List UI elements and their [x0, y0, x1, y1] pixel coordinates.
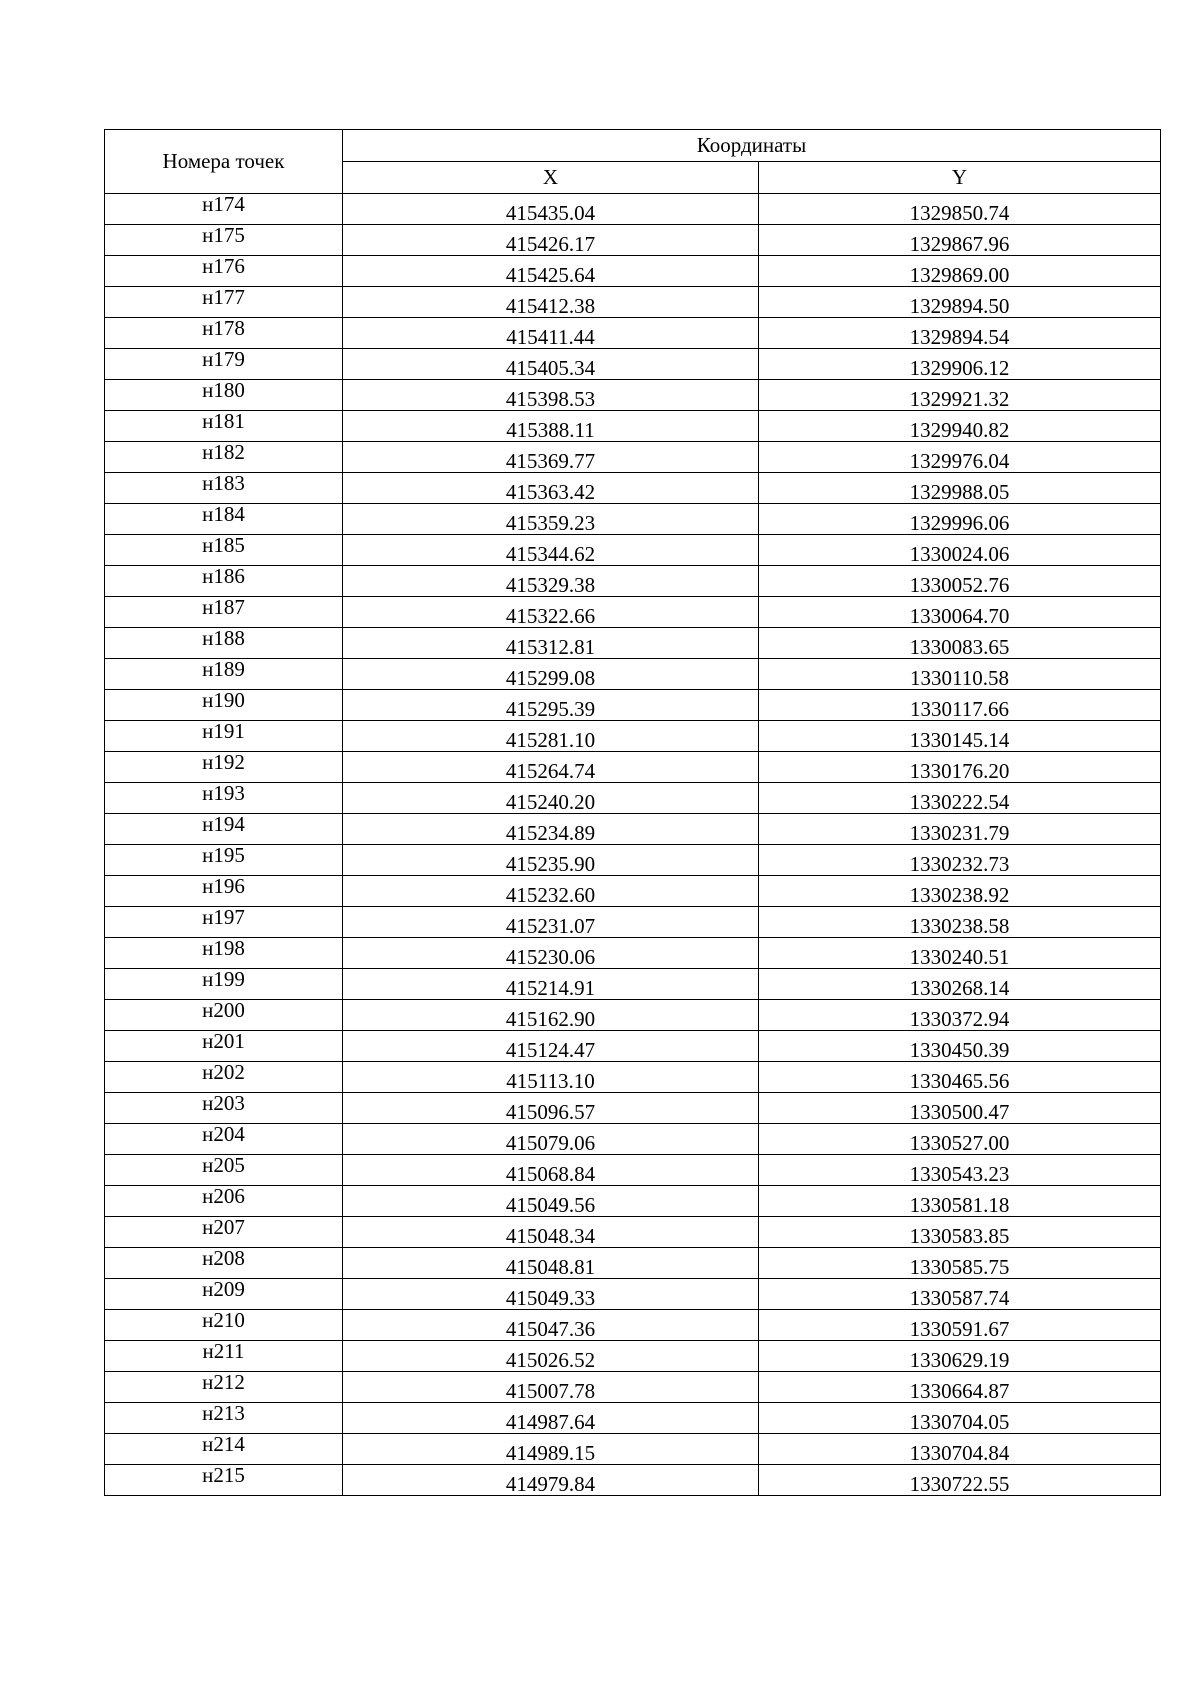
- y-coordinate-cell: 1330238.92: [759, 876, 1161, 907]
- table-row: [105, 814, 1161, 845]
- table-row: [105, 287, 1161, 318]
- point-cell: н191: [105, 721, 343, 752]
- x-coordinate-cell: 415363.42: [343, 473, 759, 504]
- table-row: [105, 256, 1161, 287]
- y-coordinate-cell: 1330268.14: [759, 969, 1161, 1000]
- x-coordinate-cell: 415124.47: [343, 1031, 759, 1062]
- table-row: [105, 690, 1161, 721]
- table-row: [105, 442, 1161, 473]
- x-coordinate-cell: 415234.89: [343, 814, 759, 845]
- point-cell: н178: [105, 318, 343, 349]
- table-row: [105, 659, 1161, 690]
- point-cell: н199: [105, 969, 343, 1000]
- table-row: [105, 535, 1161, 566]
- point-cell: н187: [105, 597, 343, 628]
- point-cell: н205: [105, 1155, 343, 1186]
- coordinates-table: [104, 129, 1161, 1496]
- y-coordinate-cell: 1330543.23: [759, 1155, 1161, 1186]
- point-cell: н213: [105, 1403, 343, 1434]
- point-cell: н183: [105, 473, 343, 504]
- y-coordinate-cell: 1330052.76: [759, 566, 1161, 597]
- table-row: [105, 1279, 1161, 1310]
- x-coordinate-cell: 415049.33: [343, 1279, 759, 1310]
- point-cell: н206: [105, 1186, 343, 1217]
- x-coordinate-cell: 415398.53: [343, 380, 759, 411]
- y-coordinate-cell: 1329894.50: [759, 287, 1161, 318]
- point-cell: н193: [105, 783, 343, 814]
- y-coordinate-cell: 1329867.96: [759, 225, 1161, 256]
- table-row: [105, 1248, 1161, 1279]
- x-column-header: X: [343, 162, 759, 194]
- table-row: [105, 1372, 1161, 1403]
- table-row: [105, 1434, 1161, 1465]
- point-cell: н179: [105, 349, 343, 380]
- point-cell: н214: [105, 1434, 343, 1465]
- y-coordinate-cell: 1329996.06: [759, 504, 1161, 535]
- y-coordinate-cell: 1330064.70: [759, 597, 1161, 628]
- table-row: [105, 597, 1161, 628]
- y-coordinate-cell: 1329988.05: [759, 473, 1161, 504]
- point-cell: н184: [105, 504, 343, 535]
- point-cell: н192: [105, 752, 343, 783]
- y-coordinate-cell: 1329906.12: [759, 349, 1161, 380]
- table-row: [105, 1310, 1161, 1341]
- table-row: [105, 1124, 1161, 1155]
- table-row: [105, 1403, 1161, 1434]
- table-row: [105, 628, 1161, 659]
- table-row: [105, 1062, 1161, 1093]
- point-cell: н209: [105, 1279, 343, 1310]
- y-coordinate-cell: 1330587.74: [759, 1279, 1161, 1310]
- y-coordinate-cell: 1330083.65: [759, 628, 1161, 659]
- table-row: [105, 318, 1161, 349]
- point-cell: н215: [105, 1465, 343, 1496]
- point-cell: н181: [105, 411, 343, 442]
- point-cell: н204: [105, 1124, 343, 1155]
- y-coordinate-cell: 1330450.39: [759, 1031, 1161, 1062]
- y-coordinate-cell: 1330024.06: [759, 535, 1161, 566]
- x-coordinate-cell: 415329.38: [343, 566, 759, 597]
- y-coordinate-cell: 1330222.54: [759, 783, 1161, 814]
- table-row: [105, 194, 1161, 225]
- point-cell: н210: [105, 1310, 343, 1341]
- x-coordinate-cell: 415412.38: [343, 287, 759, 318]
- coordinates-column-header: Координаты: [343, 130, 1161, 162]
- y-coordinate-cell: 1330704.05: [759, 1403, 1161, 1434]
- point-cell: н211: [105, 1341, 343, 1372]
- table-row: [105, 349, 1161, 380]
- y-coordinate-cell: 1330110.58: [759, 659, 1161, 690]
- x-coordinate-cell: 415388.11: [343, 411, 759, 442]
- x-coordinate-cell: 415411.44: [343, 318, 759, 349]
- table-row: [105, 1155, 1161, 1186]
- x-coordinate-cell: 415231.07: [343, 907, 759, 938]
- table-row: [105, 752, 1161, 783]
- y-coordinate-cell: 1329940.82: [759, 411, 1161, 442]
- x-coordinate-cell: 415047.36: [343, 1310, 759, 1341]
- point-cell: н208: [105, 1248, 343, 1279]
- y-coordinate-cell: 1329850.74: [759, 194, 1161, 225]
- point-cell: н175: [105, 225, 343, 256]
- x-coordinate-cell: 415079.06: [343, 1124, 759, 1155]
- table-row: [105, 721, 1161, 752]
- y-coordinate-cell: 1330704.84: [759, 1434, 1161, 1465]
- x-coordinate-cell: 415235.90: [343, 845, 759, 876]
- table-row: [105, 1465, 1161, 1496]
- y-coordinate-cell: 1330232.73: [759, 845, 1161, 876]
- x-coordinate-cell: 414989.15: [343, 1434, 759, 1465]
- y-coordinate-cell: 1330240.51: [759, 938, 1161, 969]
- x-coordinate-cell: 415068.84: [343, 1155, 759, 1186]
- point-cell: н185: [105, 535, 343, 566]
- x-coordinate-cell: 415049.56: [343, 1186, 759, 1217]
- y-coordinate-cell: 1329921.32: [759, 380, 1161, 411]
- x-coordinate-cell: 415048.81: [343, 1248, 759, 1279]
- x-coordinate-cell: 415264.74: [343, 752, 759, 783]
- x-coordinate-cell: 415232.60: [343, 876, 759, 907]
- point-cell: н180: [105, 380, 343, 411]
- y-coordinate-cell: 1330372.94: [759, 1000, 1161, 1031]
- point-cell: н194: [105, 814, 343, 845]
- y-coordinate-cell: 1330581.18: [759, 1186, 1161, 1217]
- x-coordinate-cell: 415007.78: [343, 1372, 759, 1403]
- y-coordinate-cell: 1330145.14: [759, 721, 1161, 752]
- y-coordinate-cell: 1330527.00: [759, 1124, 1161, 1155]
- point-cell: н196: [105, 876, 343, 907]
- x-coordinate-cell: 415344.62: [343, 535, 759, 566]
- points-column-header: Номера точек: [105, 130, 343, 194]
- x-coordinate-cell: 415048.34: [343, 1217, 759, 1248]
- x-coordinate-cell: 415312.81: [343, 628, 759, 659]
- x-coordinate-cell: 415230.06: [343, 938, 759, 969]
- table-row: [105, 411, 1161, 442]
- y-coordinate-cell: 1330583.85: [759, 1217, 1161, 1248]
- x-coordinate-cell: 415281.10: [343, 721, 759, 752]
- y-coordinate-cell: 1330176.20: [759, 752, 1161, 783]
- table-row: [105, 504, 1161, 535]
- x-coordinate-cell: 415295.39: [343, 690, 759, 721]
- y-coordinate-cell: 1330231.79: [759, 814, 1161, 845]
- point-cell: н176: [105, 256, 343, 287]
- point-cell: н182: [105, 442, 343, 473]
- table-row: [105, 1093, 1161, 1124]
- y-coordinate-cell: 1329976.04: [759, 442, 1161, 473]
- x-coordinate-cell: 414979.84: [343, 1465, 759, 1496]
- y-coordinate-cell: 1330629.19: [759, 1341, 1161, 1372]
- table-row: [105, 380, 1161, 411]
- x-coordinate-cell: 414987.64: [343, 1403, 759, 1434]
- table-row: [105, 473, 1161, 504]
- x-coordinate-cell: 415113.10: [343, 1062, 759, 1093]
- y-coordinate-cell: 1330591.67: [759, 1310, 1161, 1341]
- x-coordinate-cell: 415299.08: [343, 659, 759, 690]
- point-cell: н198: [105, 938, 343, 969]
- table-row: [105, 1031, 1161, 1062]
- point-cell: н189: [105, 659, 343, 690]
- table-row: [105, 907, 1161, 938]
- x-coordinate-cell: 415096.57: [343, 1093, 759, 1124]
- x-coordinate-cell: 415425.64: [343, 256, 759, 287]
- table-row: [105, 1186, 1161, 1217]
- y-coordinate-cell: 1330465.56: [759, 1062, 1161, 1093]
- point-cell: н207: [105, 1217, 343, 1248]
- point-cell: н190: [105, 690, 343, 721]
- point-cell: н200: [105, 1000, 343, 1031]
- header-row-top: [105, 130, 1161, 162]
- table-header: [105, 130, 1161, 194]
- x-coordinate-cell: 415322.66: [343, 597, 759, 628]
- point-cell: н202: [105, 1062, 343, 1093]
- table-row: [105, 566, 1161, 597]
- table-row: [105, 1341, 1161, 1372]
- point-cell: н197: [105, 907, 343, 938]
- y-coordinate-cell: 1330117.66: [759, 690, 1161, 721]
- x-coordinate-cell: 415369.77: [343, 442, 759, 473]
- point-cell: н188: [105, 628, 343, 659]
- y-coordinate-cell: 1330500.47: [759, 1093, 1161, 1124]
- y-coordinate-cell: 1329869.00: [759, 256, 1161, 287]
- table-row: [105, 783, 1161, 814]
- y-coordinate-cell: 1330722.55: [759, 1465, 1161, 1496]
- table-row: [105, 845, 1161, 876]
- x-coordinate-cell: 415026.52: [343, 1341, 759, 1372]
- table-row: [105, 876, 1161, 907]
- table-row: [105, 1217, 1161, 1248]
- point-cell: н174: [105, 194, 343, 225]
- point-cell: н212: [105, 1372, 343, 1403]
- point-cell: н177: [105, 287, 343, 318]
- y-coordinate-cell: 1330664.87: [759, 1372, 1161, 1403]
- x-coordinate-cell: 415240.20: [343, 783, 759, 814]
- table-row: [105, 225, 1161, 256]
- table-row: [105, 969, 1161, 1000]
- y-coordinate-cell: 1330585.75: [759, 1248, 1161, 1279]
- x-coordinate-cell: 415426.17: [343, 225, 759, 256]
- x-coordinate-cell: 415214.91: [343, 969, 759, 1000]
- point-cell: н201: [105, 1031, 343, 1062]
- y-coordinate-cell: 1329894.54: [759, 318, 1161, 349]
- y-column-header: Y: [759, 162, 1161, 194]
- x-coordinate-cell: 415359.23: [343, 504, 759, 535]
- table-row: [105, 1000, 1161, 1031]
- point-cell: н203: [105, 1093, 343, 1124]
- y-coordinate-cell: 1330238.58: [759, 907, 1161, 938]
- x-coordinate-cell: 415405.34: [343, 349, 759, 380]
- table-row: [105, 938, 1161, 969]
- point-cell: н186: [105, 566, 343, 597]
- point-cell: н195: [105, 845, 343, 876]
- x-coordinate-cell: 415162.90: [343, 1000, 759, 1031]
- x-coordinate-cell: 415435.04: [343, 194, 759, 225]
- table-body: [105, 194, 1161, 1496]
